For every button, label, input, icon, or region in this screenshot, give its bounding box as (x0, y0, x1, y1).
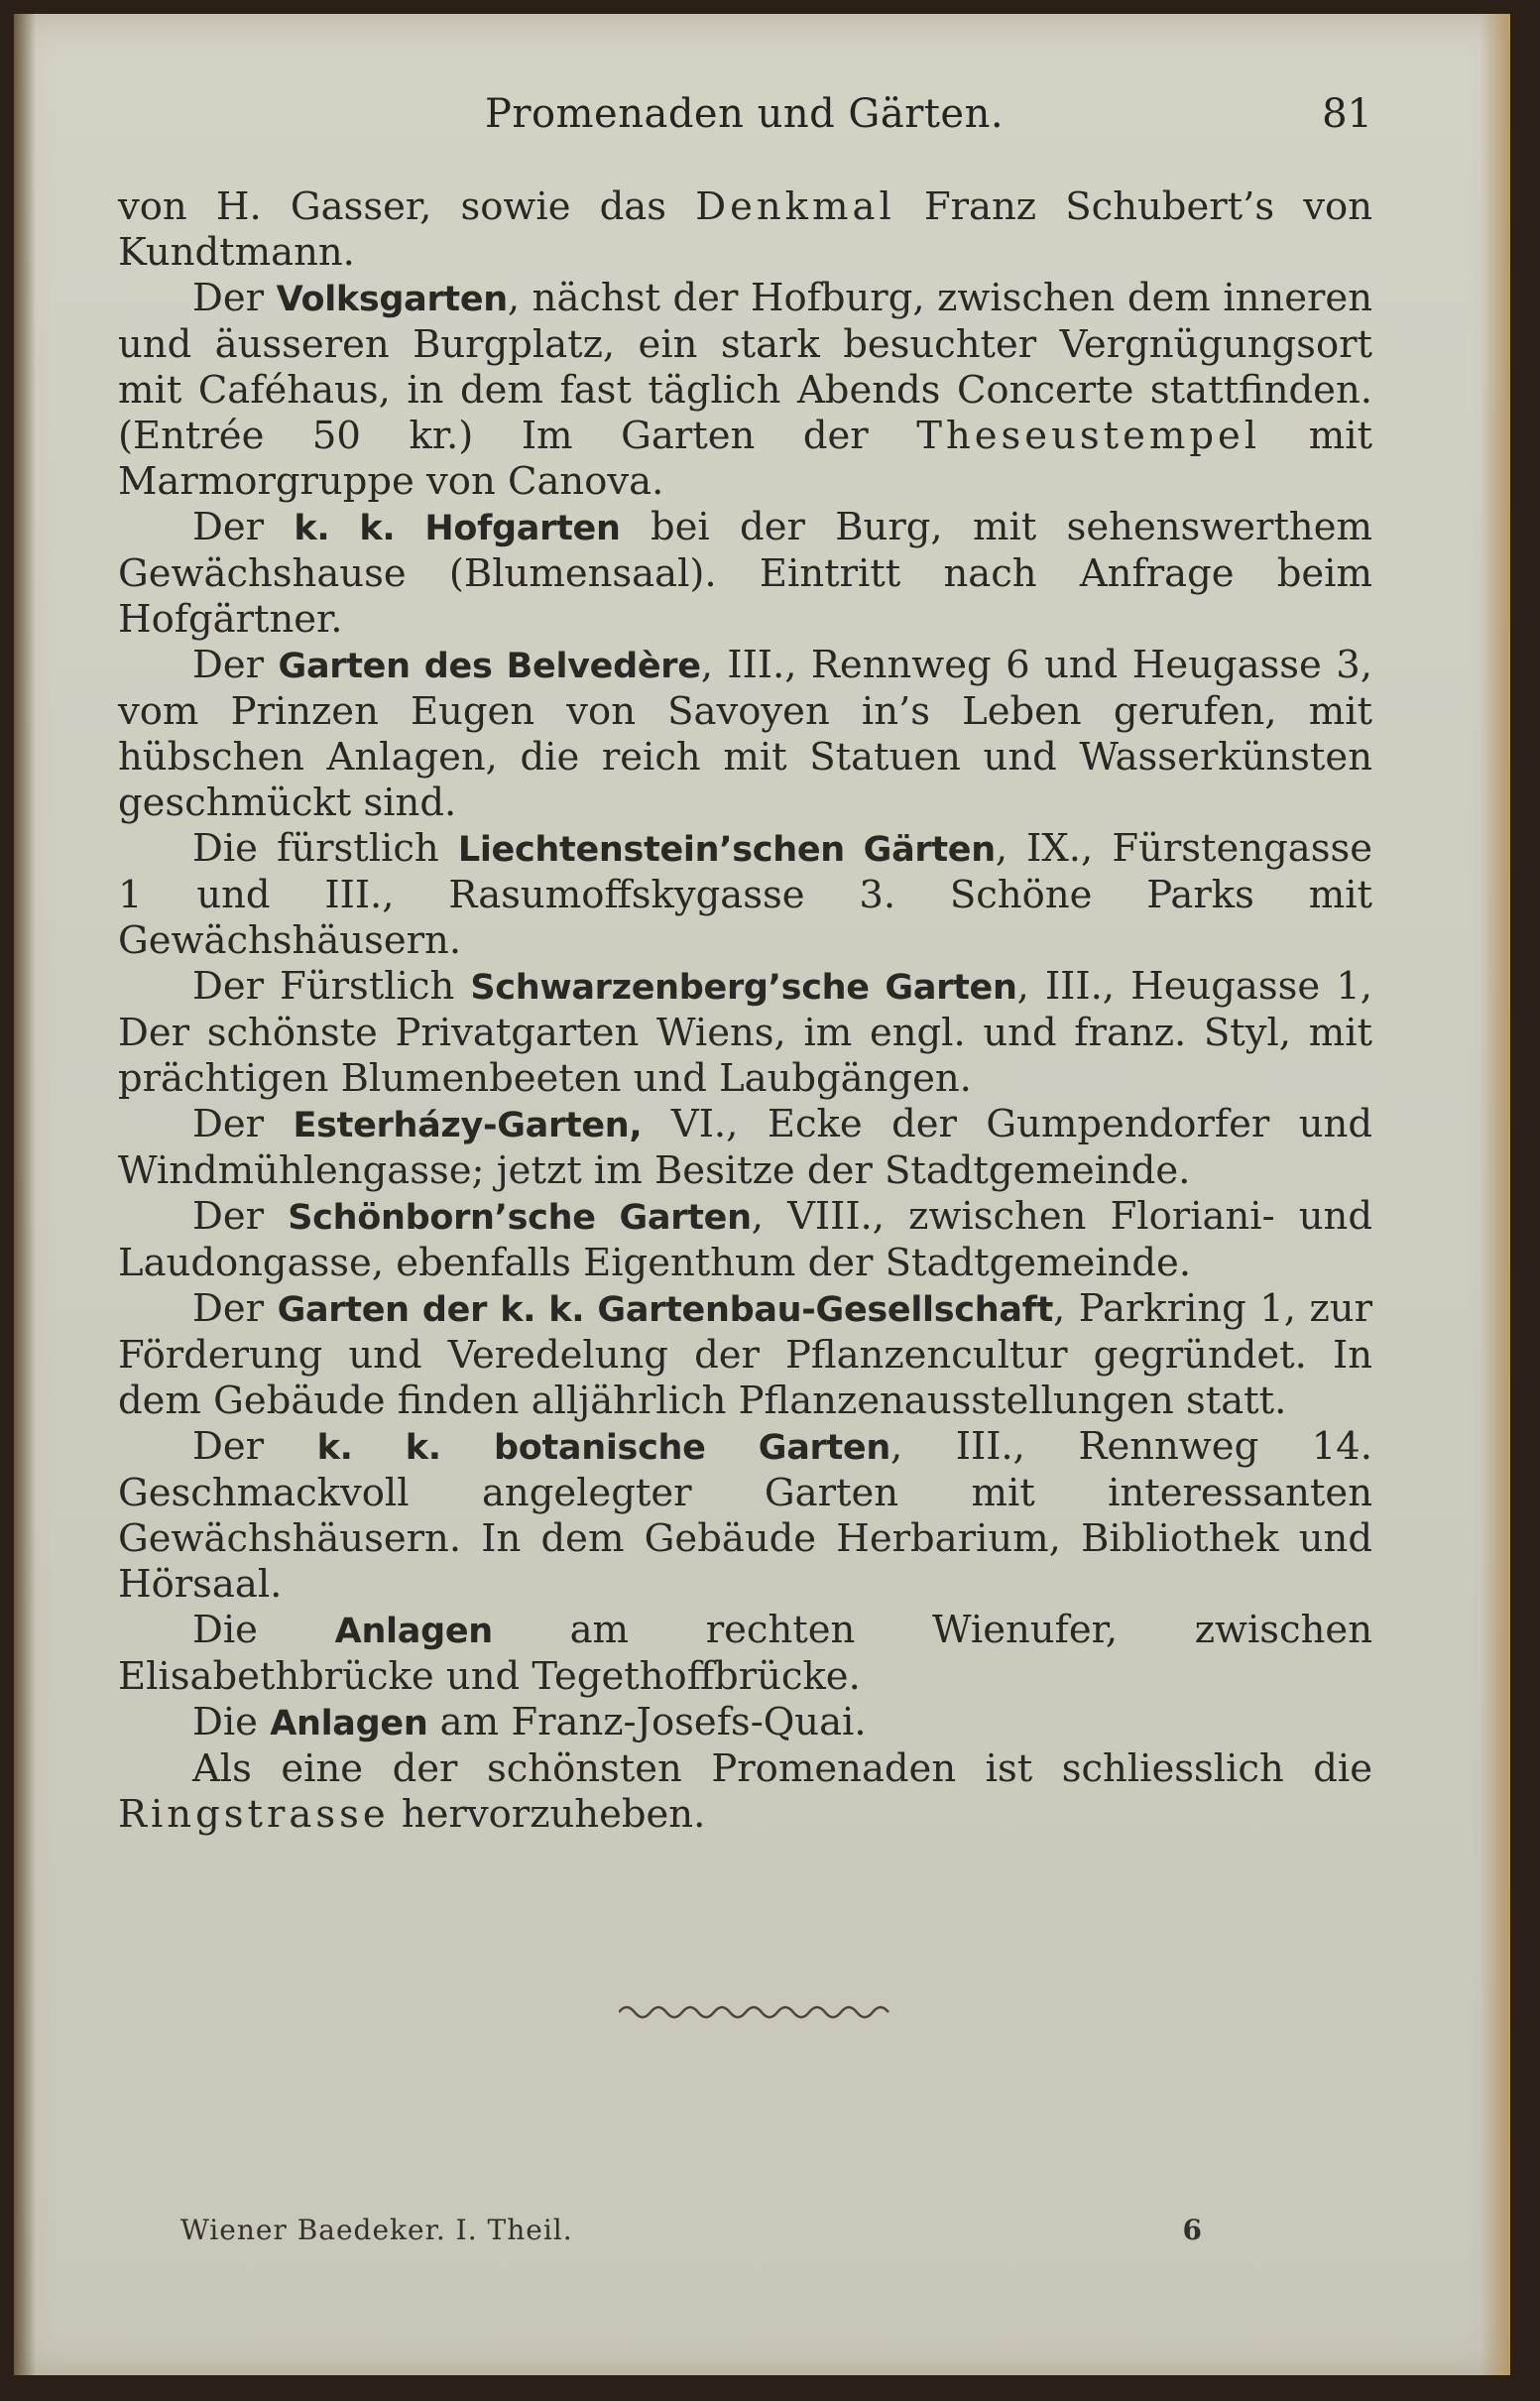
paragraph: Der Volksgarten, nächst der Hofburg, zwischen dem inneren und äusseren Burgplatz, ein stark besuchter Vergnügungsort mit Caféhaus, in dem fast täglich Abends Concerte stattfinden. (Entrée 50 kr.) Im Garten der Theseustempel mit Marmorgruppe von Canova. (118, 276, 1373, 504)
body-text (118, 184, 1372, 1838)
paragraph: Die Anlagen am rechten Wienufer, zwischen Elisabethbrücke und Tegethoffbrücke. (118, 1608, 1372, 1699)
bold-term: Schwarzenberg’sche Garten (470, 968, 1017, 1008)
bold-term: Liechtenstein’schen Gärten (457, 830, 996, 870)
bold-term: k. k. botanische Garten (316, 1428, 890, 1468)
bold-term: Anlagen (270, 1704, 428, 1743)
page-number: 81 (1322, 91, 1372, 137)
running-header (118, 91, 1372, 147)
wavy-rule-ornament (619, 1997, 896, 2027)
bold-term: Schönborn’sche Garten (288, 1198, 752, 1238)
paragraph: Der k. k. botanische Garten, III., Rennweg 14. Geschmackvoll angelegter Garten mit interessanten Gewächshäusern. In dem Gebäude Herbarium, Bibliothek und Hörsaal. (118, 1424, 1373, 1607)
bold-term: Anlagen (334, 1612, 493, 1651)
spaced-term: Ringstrasse (118, 1792, 390, 1837)
bold-term: Volksgarten (276, 280, 508, 319)
bold-term: Garten der k. k. Gartenbau-Gesellschaft (277, 1290, 1054, 1330)
paragraph: Der Fürstlich Schwarzenberg’sche Garten, III., Heugasse 1, Der schönste Privatgarten Wiens, im engl. und franz. Styl, mit prächtigen Blumenbeeten und Laubgängen. (118, 964, 1372, 1101)
paragraph: Der Esterházy-Garten, VI., Ecke der Gumpendorfer und Windmühlengasse; jetzt im Besitze der Stadtgemeinde. (118, 1102, 1372, 1193)
header-title: Promenaden und Gärten. (485, 91, 1005, 137)
signature-line: Wiener Baedeker. I. Theil. (180, 2214, 573, 2246)
bold-term: k. k. Hofgarten (294, 509, 621, 548)
bold-term: Esterházy-Garten, (293, 1106, 643, 1145)
paragraph: von H. Gasser, sowie das Denkmal Franz Schubert’s von Kundtmann. (118, 184, 1373, 275)
paragraph: Der k. k. Hofgarten bei der Burg, mit sehenswerthem Gewächshause (Blumensaal). Eintritt nach Anfrage beim Hofgärtner. (118, 505, 1373, 642)
spaced-term: Denkmal (695, 184, 895, 229)
paragraph: Der Garten des Belvedère, III., Rennweg 6 und Heugasse 3, vom Prinzen Eugen von Savoyen in’s Leben gerufen, mit hübschen Anlagen, die reich mit Statuen und Wasserkünsten geschmückt sind. (118, 643, 1372, 825)
paragraph: Die fürstlich Liechtenstein’schen Gärten, IX., Fürstengasse 1 und III., Rasumoffskygasse 3. Schöne Parks mit Gewächshäusern. (118, 826, 1372, 963)
book-page (14, 14, 1510, 2375)
sheet-number: 6 (1182, 2214, 1202, 2246)
paragraph: Der Schönborn’sche Garten, VIII., zwischen Floriani- und Laudongasse, ebenfalls Eigenthum der Stadtgemeinde. (118, 1194, 1372, 1285)
paragraph: Der Garten der k. k. Gartenbau-Gesellschaft, Parkring 1, zur Förderung und Veredelung der Pflanzencultur gegründet. In dem Gebäude finden alljährlich Pflanzenausstellungen statt. (118, 1286, 1372, 1423)
spaced-term: Theseustempel (916, 414, 1261, 458)
paragraph: Als eine der schönsten Promenaden ist schliesslich die Ringstrasse hervorzuheben. (118, 1746, 1372, 1837)
page-footer (180, 2214, 1202, 2253)
bold-term: Garten des Belvedère (278, 647, 701, 686)
paragraph: Die Anlagen am Franz-Josefs-Quai. (192, 1700, 867, 1744)
